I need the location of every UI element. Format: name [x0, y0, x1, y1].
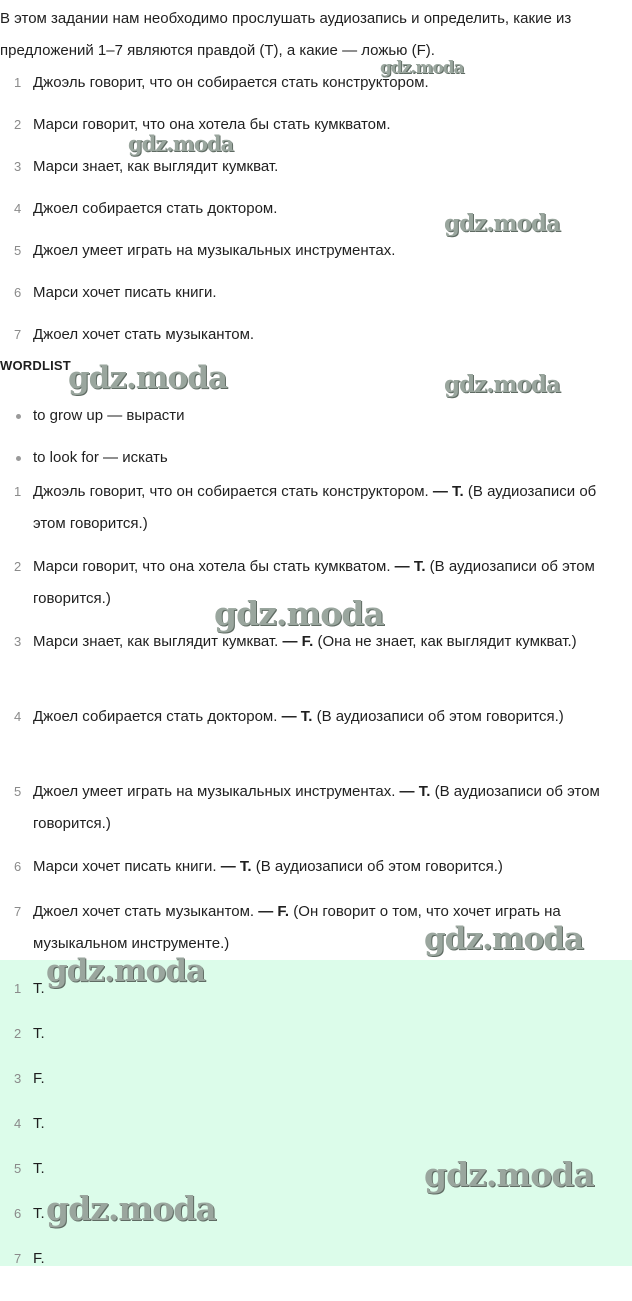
solution-verdict: — T.	[428, 483, 464, 500]
solution-verdict: — T.	[216, 858, 252, 875]
item-number: 4	[14, 709, 22, 724]
wordlist-title: WORDLIST	[0, 358, 71, 373]
solution-verdict: — T.	[277, 708, 313, 725]
solution-text: Джоэль говорит, что он собирается стать конструктором.	[33, 483, 429, 500]
watermark: gdz.moda	[380, 58, 464, 78]
solution-note: (В аудиозаписи об этом говорится.)	[33, 783, 600, 832]
question-item	[0, 277, 632, 319]
solution-item	[0, 626, 632, 701]
wordlist	[0, 400, 632, 484]
item-number: 3	[14, 159, 22, 174]
item-number: 5	[14, 1161, 22, 1176]
question-item	[0, 151, 632, 193]
item-number: 3	[14, 1071, 22, 1086]
solution-note: (В аудиозаписи об этом говорится.)	[33, 558, 595, 607]
watermark: gdz.moda	[46, 953, 205, 989]
solution-note: (В аудиозаписи об этом говорится.)	[33, 483, 597, 532]
watermark: gdz.moda	[46, 1189, 216, 1228]
answer-item	[0, 1063, 632, 1108]
item-number: 5	[14, 243, 22, 258]
answer-text: F.	[33, 1070, 45, 1087]
answer-text: T.	[33, 1115, 45, 1132]
solution-text: Марси хочет писать книги.	[33, 858, 217, 875]
wordlist-item	[0, 400, 632, 442]
solution-text: Марси знает, как выглядит кумкват.	[33, 633, 279, 650]
solution-item	[0, 776, 632, 851]
item-number: 2	[14, 1026, 22, 1041]
item-number: 7	[14, 1251, 22, 1266]
item-number: 5	[14, 784, 22, 799]
item-number: 6	[14, 1206, 22, 1221]
solution-text: Марси говорит, что она хотела бы стать кумкватом.	[33, 558, 391, 575]
answer-item	[0, 1018, 632, 1063]
item-number: 6	[14, 285, 22, 300]
item-number: 1	[14, 75, 22, 90]
question-text: Джоэль говорит, что он собирается стать конструктором.	[33, 74, 429, 91]
item-number: 7	[14, 904, 22, 919]
watermark: gdz.moda	[444, 371, 560, 398]
watermark: gdz.moda	[444, 210, 560, 237]
answer-item	[0, 1243, 632, 1288]
solution-verdict: — T.	[395, 783, 431, 800]
bullet-icon	[16, 456, 21, 461]
solution-note: (Она не знает, как выглядит кумкват.)	[313, 633, 577, 650]
watermark: gdz.moda	[214, 594, 384, 633]
wordlist-text: to look for — искать	[33, 449, 168, 466]
item-number: 1	[14, 484, 22, 499]
question-item	[0, 109, 632, 151]
watermark: gdz.moda	[424, 921, 583, 957]
solution-list	[0, 476, 632, 971]
question-text: Джоел собирается стать доктором.	[33, 200, 278, 217]
solution-verdict: — T.	[390, 558, 426, 575]
watermark: gdz.moda	[128, 131, 234, 156]
bullet-icon	[16, 414, 21, 419]
answer-text: T.	[33, 1025, 45, 1042]
solution-verdict: — F.	[278, 633, 314, 650]
item-number: 3	[14, 634, 22, 649]
task-intro: В этом задании нам необходимо прослушать аудиозапись и определить, какие из предложений 1–7 являются правдой (T), а какие — ложью (F).	[0, 10, 572, 59]
solution-verdict: — F.	[254, 903, 290, 920]
solution-text: Джоел хочет стать музыкантом.	[33, 903, 255, 920]
solution-text: Джоел умеет играть на музыкальных инструментах.	[33, 783, 396, 800]
question-item	[0, 235, 632, 277]
solution-note: (Он говорит о том, что хочет играть на музыкальном инструменте.)	[33, 903, 561, 952]
item-number: 7	[14, 327, 22, 342]
item-number: 4	[14, 1116, 22, 1131]
answer-item	[0, 1108, 632, 1153]
watermark: gdz.moda	[68, 360, 227, 396]
question-text: Джоел хочет стать музыкантом.	[33, 326, 255, 343]
question-item	[0, 67, 632, 109]
wordlist-text: to grow up — вырасти	[33, 407, 185, 424]
question-text: Марси хочет писать книги.	[33, 284, 217, 301]
question-text: Марси знает, как выглядит кумкват.	[33, 158, 279, 175]
solution-note: (В аудиозаписи об этом говорится.)	[251, 858, 503, 875]
answer-text: T.	[33, 1160, 45, 1177]
solution-text: Джоел собирается стать доктором.	[33, 708, 278, 725]
item-number: 6	[14, 859, 22, 874]
item-number: 2	[14, 117, 22, 132]
solution-item	[0, 476, 632, 551]
answer-text: T.	[33, 1205, 45, 1222]
answer-list	[0, 973, 632, 1288]
answer-text: T.	[33, 980, 45, 997]
solution-item	[0, 701, 632, 776]
question-text: Марси говорит, что она хотела бы стать кумкватом.	[33, 116, 391, 133]
watermark: gdz.moda	[424, 1155, 594, 1194]
solution-note: (В аудиозаписи об этом говорится.)	[312, 708, 564, 725]
solution-item	[0, 851, 632, 896]
item-number: 1	[14, 981, 22, 996]
item-number: 4	[14, 201, 22, 216]
question-text: Джоел умеет играть на музыкальных инструментах.	[33, 242, 396, 259]
answer-text: F.	[33, 1250, 45, 1267]
item-number: 2	[14, 559, 22, 574]
question-item	[0, 319, 632, 361]
